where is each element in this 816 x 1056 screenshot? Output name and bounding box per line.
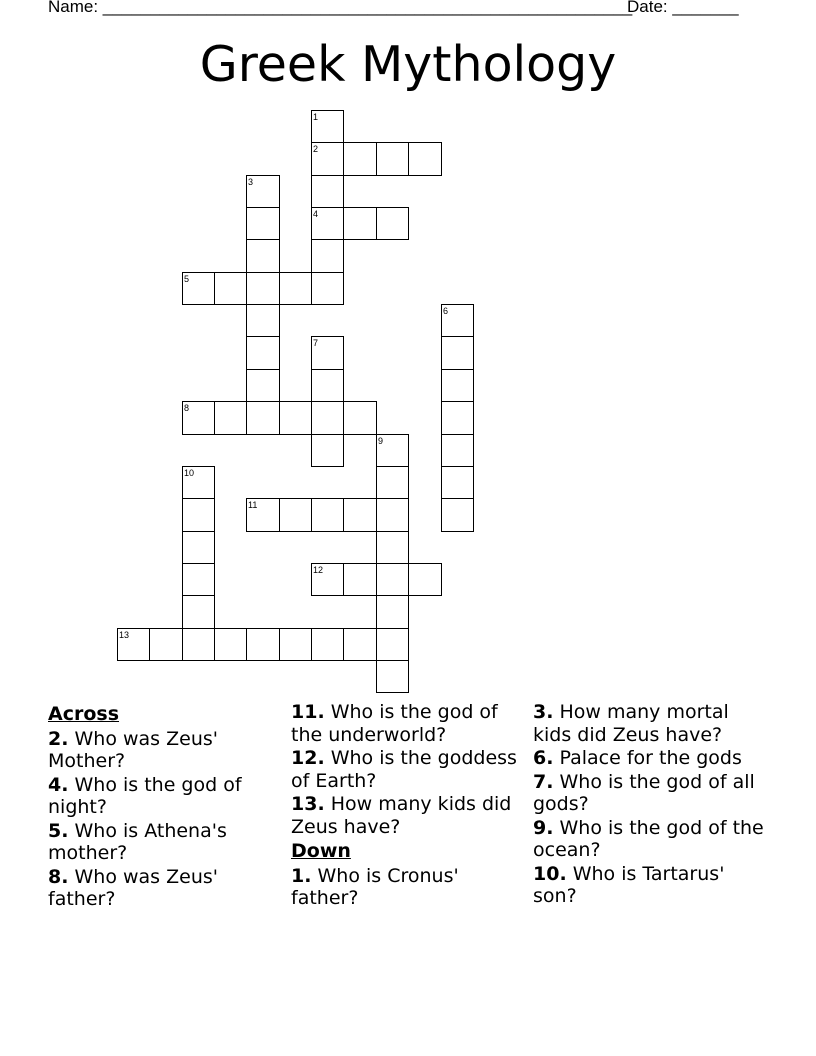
crossword-cell[interactable] (246, 304, 280, 337)
clue-number: 4. (48, 773, 69, 796)
crossword-cell[interactable] (311, 369, 344, 402)
crossword-cell[interactable] (311, 175, 344, 208)
clue-number: 5. (48, 819, 69, 842)
clue-number: 6. (533, 747, 554, 769)
crossword-cell[interactable] (214, 628, 247, 661)
name-field-label: Name: ________________________________________________________ (48, 0, 633, 16)
clue-number-label: 12 (313, 565, 324, 575)
clue-number-label: 3 (248, 177, 254, 187)
clue-across-11 (291, 701, 523, 746)
clue-text: Who is the goddess of Earth? (291, 747, 517, 792)
clue-number-label: 7 (313, 338, 319, 348)
crossword-cell[interactable] (343, 563, 377, 596)
crossword-cell[interactable] (343, 628, 377, 661)
crossword-cell[interactable] (279, 272, 312, 305)
clue-down-7 (533, 771, 765, 816)
crossword-cell[interactable] (376, 207, 409, 240)
crossword-cell[interactable] (246, 336, 280, 370)
clue-text: Palace for the gods (559, 747, 742, 769)
clue-number-label: 11 (248, 500, 258, 510)
crossword-cell[interactable] (182, 563, 215, 596)
clue-number: 2. (48, 727, 69, 750)
clue-across-4 (48, 774, 280, 819)
clue-down-1 (291, 865, 523, 910)
crossword-cell[interactable] (311, 401, 344, 435)
clue-number-label: 2 (313, 144, 319, 154)
clue-text: Who is Athena's mother? (48, 819, 227, 864)
crossword-cell[interactable] (279, 498, 312, 532)
crossword-cell[interactable] (376, 498, 409, 532)
crossword-cell[interactable] (441, 498, 474, 532)
clue-down-6 (533, 747, 765, 770)
crossword-cell[interactable] (376, 628, 409, 661)
crossword-cell[interactable] (343, 498, 377, 532)
crossword-cell[interactable] (343, 207, 377, 240)
date-field-label: Date: _______ (627, 0, 739, 16)
crossword-cell[interactable] (149, 628, 183, 661)
clue-across-8 (48, 866, 280, 911)
crossword-cell[interactable] (182, 628, 215, 661)
crossword-cell[interactable] (182, 531, 215, 564)
crossword-cell[interactable] (246, 401, 280, 435)
crossword-cell[interactable] (311, 239, 344, 273)
crossword-cell[interactable] (441, 466, 474, 499)
clue-text: Who is the god of night? (48, 773, 242, 818)
clue-text: Who is the god of all gods? (533, 770, 755, 815)
clue-text: Who is Tartarus' son? (533, 862, 725, 907)
clue-across-5 (48, 820, 280, 865)
crossword-cell[interactable] (311, 434, 344, 467)
crossword-cell[interactable] (376, 660, 409, 693)
down-heading: Down (291, 840, 351, 862)
clue-number-label: 13 (119, 630, 130, 640)
clue-across-13 (291, 793, 523, 838)
crossword-cell[interactable] (279, 401, 312, 435)
clue-text: Who was Zeus' father? (48, 865, 218, 910)
crossword-cell[interactable] (182, 595, 215, 629)
crossword-cell[interactable] (311, 628, 344, 661)
clue-text: Who is the god of the ocean? (533, 816, 764, 861)
crossword-cell[interactable] (343, 142, 377, 176)
crossword-cell[interactable] (376, 531, 409, 564)
crossword-cell[interactable] (376, 142, 409, 176)
clues-column-3 (533, 701, 765, 909)
clue-text: How many kids did Zeus have? (291, 793, 512, 838)
clue-number-label: 8 (184, 403, 190, 413)
clue-across-12 (291, 747, 523, 792)
clue-number: 1. (291, 864, 312, 887)
clue-down-3 (533, 701, 765, 746)
crossword-cell[interactable] (343, 401, 377, 435)
clue-number-label: 9 (378, 436, 384, 446)
clue-text: Who is Cronus' father? (291, 864, 459, 909)
page-title: Greek Mythology (199, 36, 617, 93)
clue-text: Who is the god of the underworld? (291, 701, 498, 746)
crossword-cell[interactable] (279, 628, 312, 661)
clue-number: 13. (291, 793, 325, 815)
clue-number-label: 4 (313, 209, 319, 219)
crossword-cell[interactable] (441, 369, 474, 402)
crossword-cell[interactable] (246, 272, 280, 305)
crossword-cell[interactable] (408, 142, 442, 176)
crossword-cell[interactable] (246, 628, 280, 661)
clue-number: 10. (533, 862, 567, 885)
crossword-cell[interactable] (311, 498, 344, 532)
clue-number-label: 1 (313, 112, 319, 122)
clue-down-10 (533, 863, 765, 908)
clue-number: 9. (533, 816, 554, 839)
clue-number: 8. (48, 865, 69, 888)
clue-number: 7. (533, 770, 554, 793)
crossword-cell[interactable] (376, 466, 409, 499)
clue-down-9 (533, 817, 765, 862)
clue-number: 11. (291, 701, 325, 723)
crossword-cell[interactable] (214, 401, 247, 435)
crossword-cell[interactable] (182, 498, 215, 532)
clue-text: How many mortal kids did Zeus have? (533, 701, 729, 746)
across-heading: Across (48, 703, 120, 725)
crossword-cell[interactable] (311, 272, 344, 305)
crossword-cell[interactable] (246, 369, 280, 402)
crossword-cell[interactable] (246, 207, 280, 240)
clue-number-label: 6 (443, 306, 449, 316)
crossword-cell[interactable] (214, 272, 247, 305)
clue-number: 3. (533, 701, 554, 723)
clue-text: Who was Zeus' Mother? (48, 727, 218, 772)
crossword-cell[interactable] (441, 434, 474, 467)
crossword-cell[interactable] (441, 401, 474, 435)
clue-across-2 (48, 728, 280, 773)
crossword-cell[interactable] (376, 563, 409, 596)
crossword-cell[interactable] (408, 563, 442, 596)
clue-number-label: 10 (184, 468, 195, 478)
crossword-cell[interactable] (246, 239, 280, 273)
clues-column-2 (291, 701, 523, 911)
clue-number: 12. (291, 747, 325, 769)
crossword-cell[interactable] (441, 336, 474, 370)
clues-column-1 (48, 701, 280, 912)
clue-number-label: 5 (184, 274, 190, 284)
crossword-cell[interactable] (376, 595, 409, 629)
